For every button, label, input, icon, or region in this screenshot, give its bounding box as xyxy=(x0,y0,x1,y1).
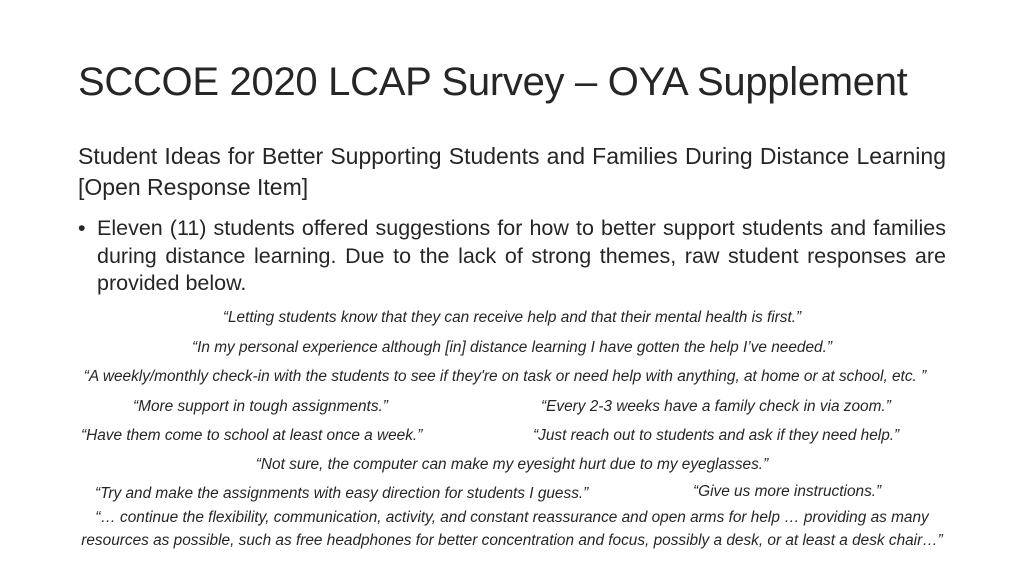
quote-2: “In my personal experience although [in] distance learning I have gotten the help I’ve needed.” xyxy=(192,339,832,356)
quote-4: “More support in tough assignments.” xyxy=(133,398,388,415)
quote-3: “A weekly/monthly check-in with the students to see if they're on task or need help with anything, at home or at school, etc. ” xyxy=(83,368,927,385)
bullet-symbol: • xyxy=(78,216,86,240)
quote-7: “Just reach out to students and ask if they need help.” xyxy=(533,427,900,444)
quote-11-line-2: resources as possible, such as free headphones for better concentration and focus, possibly a desk, or at least a desk chair…” xyxy=(81,532,943,549)
slide-subtitle: Student Ideas for Better Supporting Students and Families During Distance Learning [Open Response Item] xyxy=(78,143,946,200)
quote-1: “Letting students know that they can receive help and that their mental health is first.” xyxy=(222,309,802,326)
quote-11-line-1: “… continue the flexibility, communication, activity, and constant reassurance and open arms for help … providing as many xyxy=(95,509,929,526)
bullet-text: Eleven (11) students offered suggestions for how to better support students and families during distance learning. Due to the lack of strong themes, raw student responses are provided below. xyxy=(97,216,946,295)
quote-9: “Try and make the assignments with easy direction for students I guess.” xyxy=(95,485,589,502)
quote-8: “Not sure, the computer can make my eyesight hurt due to my eyeglasses.” xyxy=(255,456,769,473)
quote-5: “Every 2-3 weeks have a family check in via zoom.” xyxy=(541,398,891,415)
slide-title: SCCOE 2020 LCAP Survey – OYA Supplement xyxy=(78,60,908,104)
quote-6: “Have them come to school at least once a week.” xyxy=(81,427,423,444)
quote-10: “Give us more instructions.” xyxy=(693,483,882,500)
bullet-item xyxy=(78,215,946,298)
